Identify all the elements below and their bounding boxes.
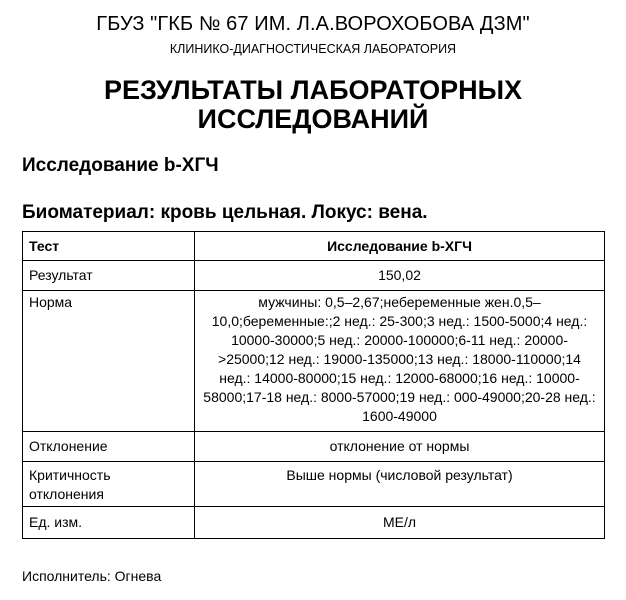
row-label: Отклонение: [23, 432, 195, 462]
table-row-result: [23, 261, 605, 291]
row-label: Ед. изм.: [23, 507, 195, 539]
performer-line: Исполнитель: Огнева: [22, 568, 162, 584]
study-name: Исследование b-ХГЧ: [22, 155, 219, 176]
row-value: Выше нормы (числовой результат): [195, 462, 605, 507]
row-value: 150,02: [195, 261, 605, 291]
row-label: Критичность отклонения: [23, 462, 195, 507]
table-row-norm: [23, 291, 605, 432]
row-value: мужчины: 0,5–2,67;небеременные жен.0,5–10,0;беременные:;2 нед.: 25-300;3 нед.: 1500-5000;4 нед.: 10000-30000;5 нед.: 20000-100000;6-11 нед.: 20000->25000;12 нед.: 19000-135000;13 нед.: 18000-110000;14 нед.: 14000-80000;15 нед.: 12000-68000;16 нед.: 10000-58000;17-18 нед.: 8000-57000;19 нед.: 000-49000;20-28 нед.: 1600-49000: [195, 291, 605, 432]
laboratory-name: КЛИНИКО-ДИАГНОСТИЧЕСКАЯ ЛАБОРАТОРИЯ: [169, 42, 457, 56]
organization-name: ГБУЗ "ГКБ № 67 ИМ. Л.А.ВОРОХОБОВА ДЗМ": [96, 13, 530, 35]
biomaterial-line: Биоматериал: кровь цельная. Локус: вена.: [22, 202, 428, 223]
table-row-unit: [23, 507, 605, 539]
table-row-deviation: [23, 432, 605, 462]
results-table: [22, 231, 605, 539]
row-label: Результат: [23, 261, 195, 291]
header-value-cell: Исследование b-ХГЧ: [195, 232, 605, 261]
row-value: МЕ/л: [195, 507, 605, 539]
document-title: РЕЗУЛЬТАТЫ ЛАБОРАТОРНЫХ ИССЛЕДОВАНИЙ: [103, 75, 523, 134]
header-label-cell: Тест: [23, 232, 195, 261]
table-header-row: [23, 232, 605, 261]
row-label: Норма: [23, 291, 195, 432]
table-row-criticality: [23, 462, 605, 507]
row-value: отклонение от нормы: [195, 432, 605, 462]
